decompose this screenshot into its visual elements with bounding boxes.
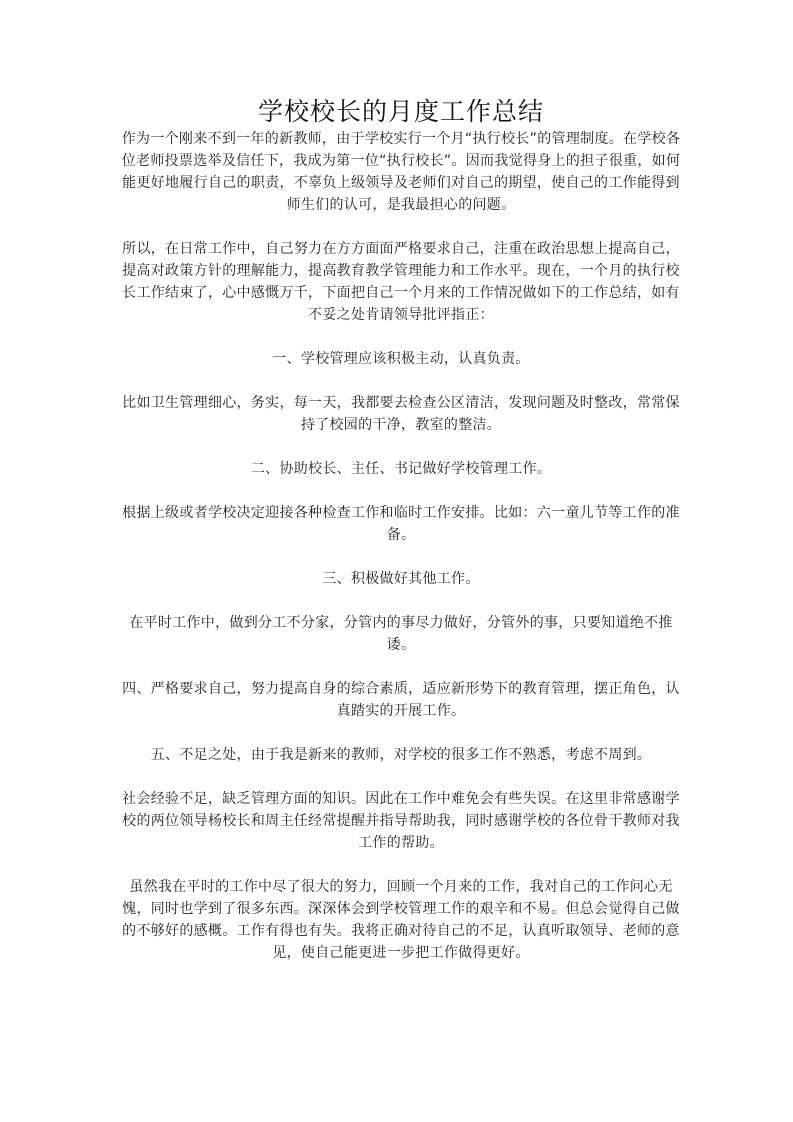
- spacer: [118, 216, 684, 238]
- spacer: [118, 656, 684, 678]
- section-heading-5: 五、不足之处，由于我是新来的教师，对学校的很多工作不熟悉，考虑不周到。: [150, 747, 652, 763]
- spacer: [118, 480, 684, 502]
- document-title: 学校校长的月度工作总结: [257, 97, 544, 126]
- spacer: [118, 370, 684, 392]
- paragraph-intro: 作为一个刚来不到一年的新教师，由于学校实行一个月“执行校长”的管理制度。在学校各位老师投票选举及信任下，我成为第一位“执行校长”。因而我觉得身上的担子很重，如何能更好地履行自己的职责，不辜负上级领导及老师们对自己的期望，使自己的工作能得到师生们的认可，是我最担心的问题。: [121, 131, 681, 213]
- spacer: [118, 326, 684, 348]
- paragraph-division-of-work: 在平时工作中，做到分工不分家，分管内的事尽力做好，分管外的事，只要知道绝不推诿。: [129, 615, 673, 653]
- spacer: [118, 854, 684, 876]
- section-heading-3: 三、积极做好其他工作。: [322, 571, 480, 587]
- spacer: [118, 436, 684, 458]
- document-page: [118, 96, 684, 964]
- paragraph-hygiene: 比如卫生管理细心，务实，每一天，我都要去检查公区清洁，发现问题及时整改，常常保持了校园的干净，教室的整洁。: [122, 395, 680, 433]
- spacer: [118, 722, 684, 744]
- paragraph-conclusion: 虽然我在平时的工作中尽了很大的努力，回顾一个月来的工作，我对自己的工作问心无愧，同时也学到了很多东西。深深体会到学校管理工作的艰辛和不易。但总会觉得自己做的不够好的感概。工作有得也有失。我将正确对待自己的不足，认真听取领导、老师的意见，使自己能更进一步把工作做得更好。: [122, 879, 680, 961]
- spacer: [118, 766, 684, 788]
- section-heading-1: 一、学校管理应该积极主动，认真负责。: [272, 351, 530, 367]
- paragraph-thanks: 社会经验不足，缺乏管理方面的知识。因此在工作中难免会有些失误。在这里非常感谢学校的两位领导杨校长和周主任经常提醒并指导帮助我，同时感谢学校的各位骨干教师对我工作的帮助。: [122, 791, 680, 851]
- paragraph-inspections: 根据上级或者学校决定迎接各种检查工作和临时工作安排。比如：六一童儿节等工作的准备。: [122, 505, 680, 543]
- paragraph-daily-work: 所以，在日常工作中，自己努力在方方面面严格要求自己，注重在政治思想上提高自己，提高对政策方针的理解能力，提高教育教学管理能力和工作水平。现在，一个月的执行校长工作结束了，心中感慨万千，下面把自己一个月来的工作情况做如下的工作总结，如有不妥之处肯请领导批评指正：: [122, 241, 680, 323]
- spacer: [118, 590, 684, 612]
- section-heading-4: 四、严格要求自己，努力提高自身的综合素质，适应新形势下的教育管理，摆正角色，认真踏实的开展工作。: [122, 681, 680, 719]
- spacer: [118, 546, 684, 568]
- section-heading-2: 二、协助校长、主任、书记做好学校管理工作。: [250, 461, 552, 477]
